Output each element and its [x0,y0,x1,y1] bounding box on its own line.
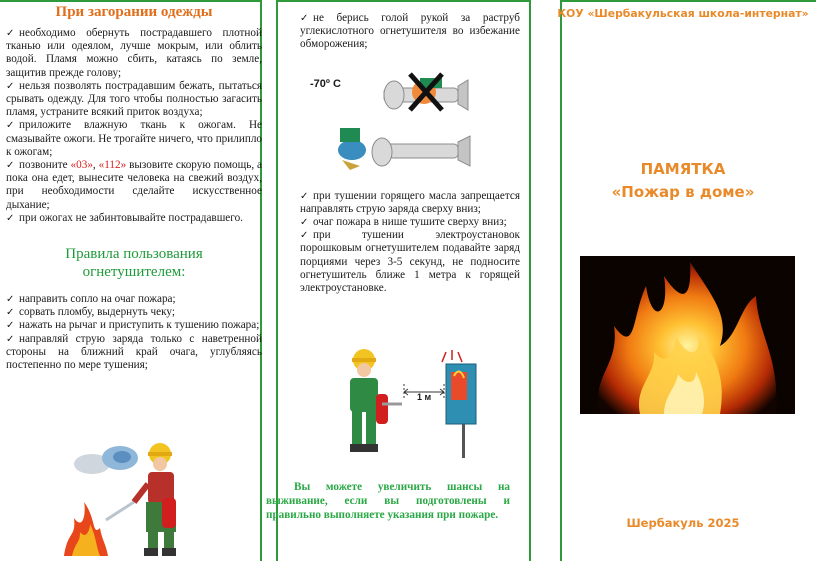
check-icon: ✓ [6,320,15,332]
check-icon: ✓ [300,230,309,242]
panel-clothing-fire [0,0,270,561]
list-item: ✓ сорвать пломбу, выдернуть чеку; [6,306,175,319]
footer-place-year: Шербакуль 2025 [626,516,740,530]
check-icon: ✓ [6,333,15,345]
check-icon: ✓ [6,307,15,319]
list-item: ✓ направляй струю заряда только с наветренной стороны на ближний край очага, углубляясь постепенно по мере тушения; [6,332,262,372]
closing-note: Вы можете увеличить шансы на выживание, если вы подготовлены и правильно выполняете указания при пожаре. [266,481,510,521]
distance-label: 1 м [417,392,432,402]
extinguisher-nozzle-illustration [310,70,510,180]
list-item: ✓ нельзя позволять пострадавшим бежать, пытаться срывать одежду. Для того чтобы полностью загасить пламя, устраните всякий приток воздуха; [6,79,262,119]
check-icon: ✓ [6,212,15,224]
emergency-number: «112» [98,159,127,172]
list-item: ✓ при тушении электроустановок порошковым огнетушителем подавайте заряд порциями через 3-5 секунд, не подносите огнетушитель ближе 1 метра к горящей электроустановке. [300,229,520,295]
check-icon: ✓ [6,294,15,306]
check-icon: ✓ [300,13,309,24]
cover-title: ПАМЯТКА «Пожар в доме» [611,160,755,201]
temperature-label: -70º С [310,78,341,90]
check-icon: ✓ [6,28,15,39]
list-item: ✓ при тушении горящего масла запрещается направлять струю заряда сверху вниз; [300,189,520,215]
list-item: ✓ позвоните «03», «112» вызовите скорую помощь, а пока она едет, вынесите человека на свежий воздух, при необходимости сделайте искусственное дыхание; [6,159,263,211]
check-icon: ✓ [6,80,15,92]
panel-cover [550,0,816,561]
list-item: ✓ не берись голой рукой за раструб углекислотного огнетушителя во избежание обморожения; [300,12,520,51]
check-icon: ✓ [300,217,309,229]
emergency-number: «03» [70,159,93,172]
panel1-title: При загорании одежды [55,4,213,20]
organization-name: КОУ «Шербакульская школа-интернат» [557,7,809,20]
list-item: ✓ необходимо обернуть пострадавшего плотной тканью или одеялом, лучше мокрым, или облить водой. Пламя можно сбить, катаясь по земле, защитив прежде голову; [6,27,262,79]
check-icon: ✓ [6,160,15,172]
panel-extinguisher-rules [266,0,550,561]
fire-photo [580,256,795,414]
list-item: ✓ нажать на рычаг и приступить к тушению пожара; [6,319,260,332]
list-item: ✓ приложите влажную ткань к ожогам. Не смазывайте ожоги. Не трогайте ничего, что прилипло к ожогам; [6,119,262,158]
check-icon: ✓ [6,120,15,132]
firefighter-illustration [62,440,202,558]
list-item: ✓ направить сопло на очаг пожара; [6,293,176,306]
list-item: ✓ при ожогах не забинтовывайте пострадавшего. [6,211,243,224]
panel1-section2-title: Правила пользования огнетушителем: [65,246,203,281]
list-item: ✓ очаг пожара в нише тушите сверху вниз; [300,216,507,229]
electrical-fire-illustration [346,348,486,460]
check-icon: ✓ [300,190,309,202]
